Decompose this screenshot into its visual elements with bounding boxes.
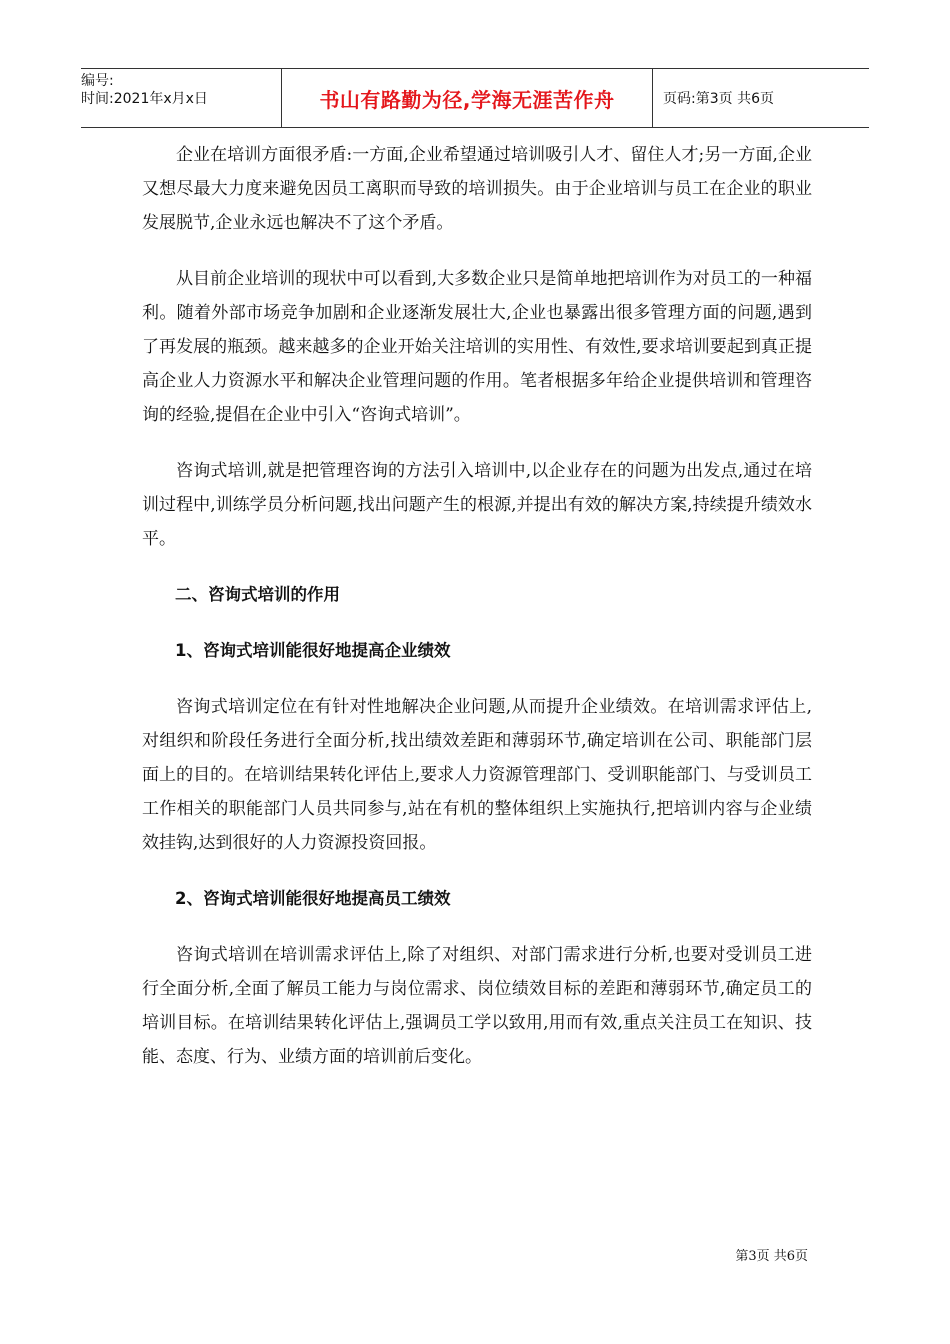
document-number-label: 编号: <box>81 73 114 89</box>
subsection-heading-2: 2、咨询式培训能很好地提高员工绩效 <box>175 889 451 908</box>
paragraph-4: 咨询式培训定位在有针对性地解决企业问题,从而提升企业绩效。在培训需求评估上,对组织和阶段任务进行全面分析,找出绩效差距和薄弱环节,确定培训在公司、职能部门层面上的目的。在培训结果转化评估上,要求人力资源管理部门、受训职能部门、与受训员工工作相关的职能部门人员共同参与,站在有机的整体组织上实施执行,把培训内容与企业绩效挂钩,达到很好的人力资源投资回报。 <box>142 697 812 853</box>
section-heading-2: 二、咨询式培训的作用 <box>175 585 340 604</box>
paragraph-3: 咨询式培训,就是把管理咨询的方法引入培训中,以企业存在的问题为出发点,通过在培训过程中,训练学员分析问题,找出问题产生的根源,并提出有效的解决方案,持续提升绩效水平。 <box>142 461 812 549</box>
header-info <box>81 69 281 127</box>
header-motto: 书山有路勤为径,学海无涯苦作舟 <box>281 69 653 127</box>
page-footer: 第3页 共6页 <box>735 1249 808 1264</box>
document-body <box>142 138 812 1096</box>
paragraph-2: 从目前企业培训的现状中可以看到,大多数企业只是简单地把培训作为对员工的一种福利。随着外部市场竞争加剧和企业逐渐发展壮大,企业也暴露出很多管理方面的问题,遇到了再发展的瓶颈。越来越多的企业开始关注培训的实用性、有效性,要求培训要起到真正提高企业人力资源水平和解决企业管理问题的作用。笔者根据多年给企业提供培训和管理咨询的经验,提倡在企业中引入“咨询式培训”。 <box>142 269 812 425</box>
header-page-code: 页码:第3页 共6页 <box>663 91 774 107</box>
subsection-heading-1: 1、咨询式培训能很好地提高企业绩效 <box>175 641 451 660</box>
document-date: 时间:2021年x月x日 <box>81 91 208 107</box>
paragraph-5: 咨询式培训在培训需求评估上,除了对组织、对部门需求进行分析,也要对受训员工进行全面分析,全面了解员工能力与岗位需求、岗位绩效目标的差距和薄弱环节,确定员工的培训目标。在培训结果转化评估上,强调员工学以致用,用而有效,重点关注员工在知识、技能、态度、行为、业绩方面的培训前后变化。 <box>142 945 812 1067</box>
paragraph-1: 企业在培训方面很矛盾:一方面,企业希望通过培训吸引人才、留住人才;另一方面,企业又想尽最大力度来避免因员工离职而导致的培训损失。由于企业培训与员工在企业的职业发展脱节,企业永远也解决不了这个矛盾。 <box>142 145 812 233</box>
page-header <box>81 68 869 128</box>
